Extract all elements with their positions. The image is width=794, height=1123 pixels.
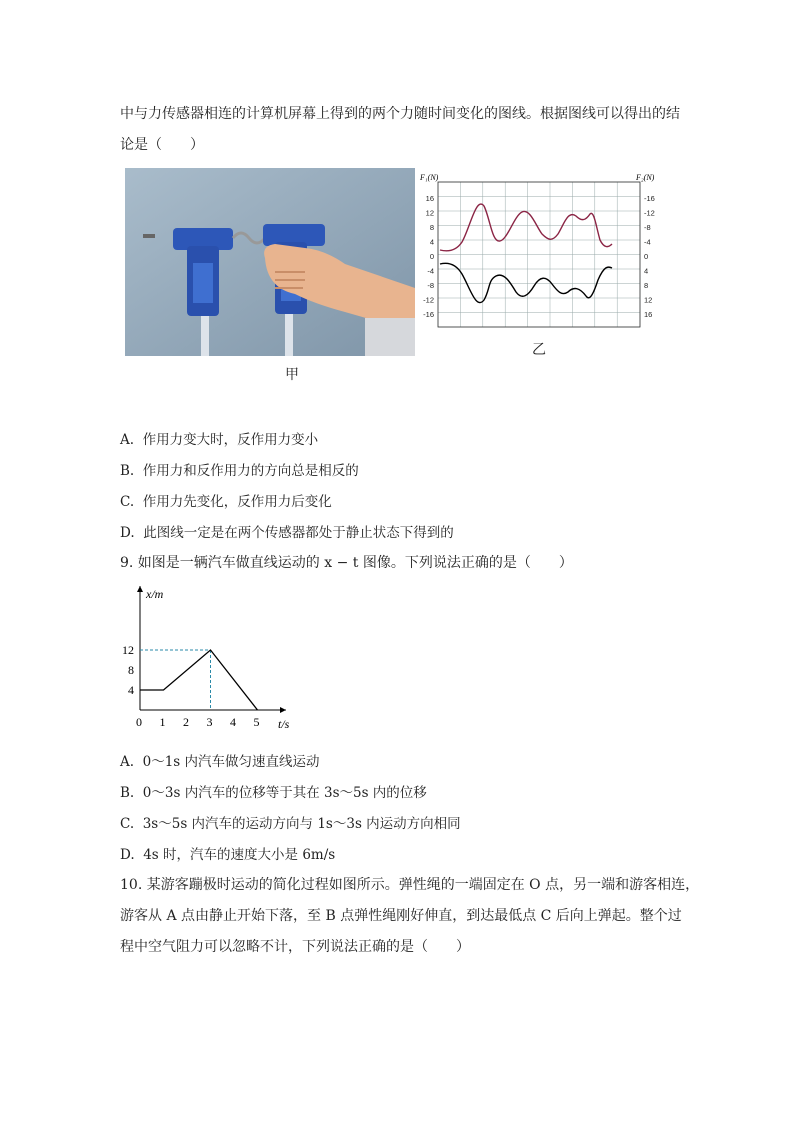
y-axis-label: x/m <box>146 587 164 601</box>
left-tick: 16 <box>425 194 434 203</box>
x-axis-label: t/s <box>278 717 290 731</box>
x-t-chart <box>122 580 302 732</box>
left-tick: -8 <box>427 281 434 290</box>
q10-stem-line2: 游客从 A 点由静止开始下落，至 B 点弹性绳刚好伸直，到达最低点 C 后向上弹起。整个过 <box>120 908 682 924</box>
q9-option-b: B. 0～3s 内汽车的位移等于其在 3s～5s 内的位移 <box>120 785 427 801</box>
x-tick-label: 3 <box>206 715 213 729</box>
q9-stem: 9. 如图是一辆汽车做直线运动的 x − t 图像。下列说法正确的是（ ） <box>120 555 573 571</box>
right-tick: 8 <box>644 281 649 290</box>
right-tick: 0 <box>644 252 649 261</box>
right-tick: -12 <box>644 208 655 218</box>
left-tick: -12 <box>423 295 434 305</box>
caption-yi: 乙 <box>532 342 546 358</box>
left-axis-label: F₁(N) <box>420 173 439 182</box>
x-tick-label: 5 <box>253 715 260 729</box>
q8-option-c: C. 作用力先变化，反作用力后变化 <box>120 494 332 510</box>
left-tick: 0 <box>429 252 434 261</box>
q8-option-b: B. 作用力和反作用力的方向总是相反的 <box>120 463 359 479</box>
right-tick: -16 <box>644 194 655 203</box>
right-tick: 12 <box>644 295 653 305</box>
caption-jia: 甲 <box>285 367 299 383</box>
left-tick: 4 <box>429 237 434 247</box>
q8-stem-line2: 论是（ ） <box>120 137 204 153</box>
x-tick-label: 1 <box>159 715 166 729</box>
q10-stem-line1: 10. 某游客蹦极时运动的简化过程如图所示。弹性绳的一端固定在 O 点，另一端和游客相连， <box>120 877 700 893</box>
x-tick-label: 2 <box>183 715 189 729</box>
right-tick: -8 <box>644 223 651 232</box>
y-tick-label: 8 <box>128 663 134 677</box>
q9-option-a: A. 0～1s 内汽车做匀速直线运动 <box>120 754 320 770</box>
left-tick: -4 <box>427 266 434 276</box>
q9-option-c: C. 3s～5s 内汽车的运动方向与 1s～3s 内运动方向相同 <box>120 816 461 832</box>
left-tick: -16 <box>423 310 434 319</box>
right-tick: 16 <box>644 310 653 319</box>
force-time-graph <box>418 168 668 358</box>
x-tick-label: 0 <box>136 715 142 729</box>
y-tick-label: 4 <box>128 683 134 697</box>
q9-option-d: D. 4s 时，汽车的速度大小是 6m/s <box>120 847 336 863</box>
right-tick: 4 <box>644 266 649 276</box>
y-tick-label: 12 <box>122 643 134 657</box>
x-t-line <box>140 650 258 710</box>
right-axis-label: F₂(N) <box>636 173 655 182</box>
x-tick-label: 4 <box>230 715 236 729</box>
force-sensor-photo <box>125 168 415 356</box>
left-tick: 12 <box>425 208 434 218</box>
right-tick: -4 <box>644 237 651 247</box>
q8-stem-line1: 中与力传感器相连的计算机屏幕上得到的两个力随时间变化的图线。根据图线可以得出的结 <box>120 106 680 122</box>
q8-option-d: D. 此图线一定是在两个传感器都处于静止状态下得到的 <box>120 525 454 541</box>
left-tick: 8 <box>429 223 434 232</box>
q10-stem-line3: 程中空气阻力可以忽略不计，下列说法正确的是（ ） <box>120 939 470 955</box>
q8-option-a: A. 作用力变大时，反作用力变小 <box>120 432 319 448</box>
